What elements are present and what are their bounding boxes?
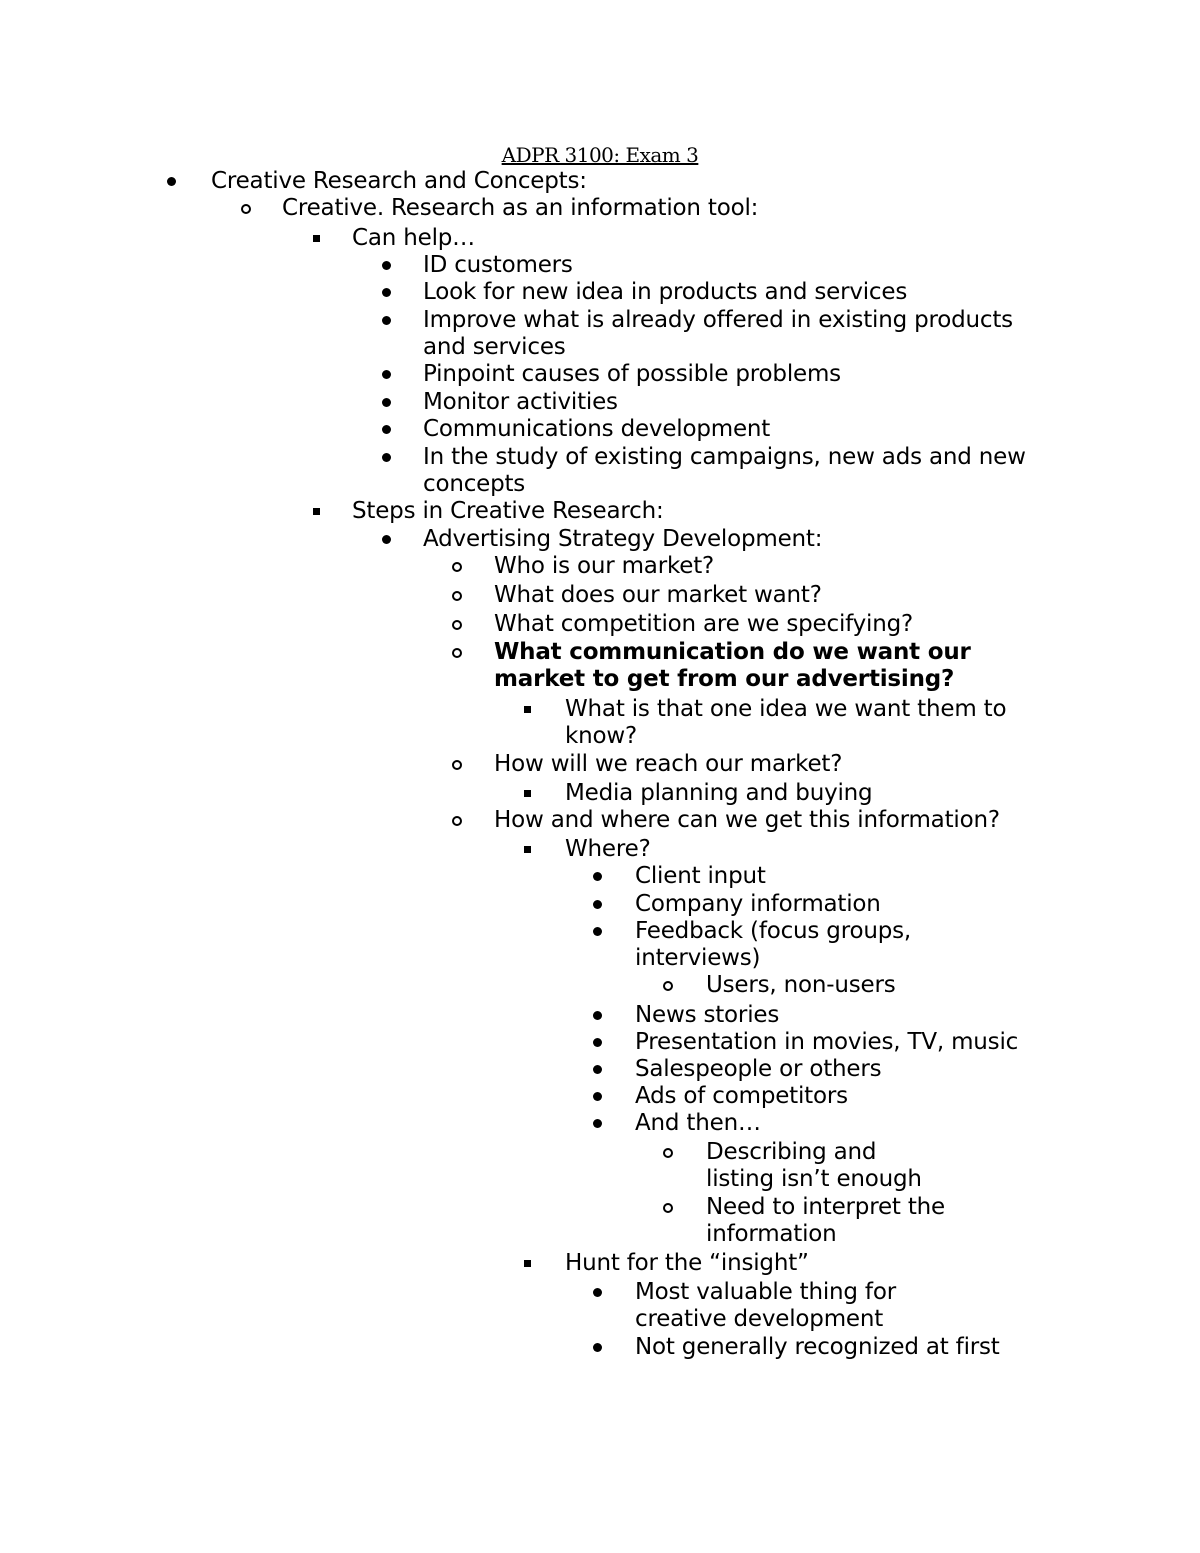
disc-bullet-icon xyxy=(589,1029,605,1056)
list-item-text: Look for new idea in products and services xyxy=(423,279,908,305)
disc-bullet-icon xyxy=(378,416,394,443)
disc-bullet-icon xyxy=(378,389,394,416)
square-bullet-icon xyxy=(308,225,324,252)
list-item-text: What communication do we want our market to get from our advertising? xyxy=(494,639,971,693)
document-title: ADPR 3100: Exam 3 xyxy=(501,143,699,167)
list-item-text: Client input xyxy=(635,863,766,889)
disc-bullet-icon xyxy=(589,1334,605,1361)
circle-bullet-icon xyxy=(449,582,465,609)
list-item-text: Users, non-users xyxy=(706,972,896,998)
list-item-text: Describing and listing isn’t enough xyxy=(706,1139,922,1193)
disc-bullet-icon xyxy=(589,1110,605,1137)
disc-bullet-icon xyxy=(589,1083,605,1110)
list-item-text: How and where can we get this information? xyxy=(494,807,1000,833)
list-item-text: Who is our market? xyxy=(494,553,715,579)
circle-bullet-icon xyxy=(660,1194,676,1221)
list-item-text: Feedback (focus groups, interviews) xyxy=(635,918,911,972)
list-item-text: Not generally recognized at first xyxy=(635,1334,1000,1360)
square-bullet-icon xyxy=(519,1250,535,1277)
list-item-text: Pinpoint causes of possible problems xyxy=(423,361,841,387)
list-item-text: Salespeople or others xyxy=(635,1056,882,1082)
circle-bullet-icon xyxy=(449,807,465,834)
list-item-text: Monitor activities xyxy=(423,389,618,415)
disc-bullet-icon xyxy=(589,1056,605,1083)
list-item-text: Hunt for the “insight” xyxy=(565,1250,809,1276)
circle-bullet-icon xyxy=(660,1139,676,1166)
list-item-text: Ads of competitors xyxy=(635,1083,848,1109)
list-item-text: Can help… xyxy=(352,225,475,251)
disc-bullet-icon xyxy=(378,361,394,388)
list-item-text: What is that one idea we want them to know? xyxy=(565,696,1007,750)
disc-bullet-icon xyxy=(163,168,179,195)
disc-bullet-icon xyxy=(378,307,394,334)
list-item-text: Company information xyxy=(635,891,881,917)
list-item-text: Media planning and buying xyxy=(565,780,873,806)
list-item-text: And then… xyxy=(635,1110,761,1136)
circle-bullet-icon xyxy=(449,553,465,580)
list-item-text: Need to interpret the information xyxy=(706,1194,945,1248)
list-item-text: Creative. Research as an information tool: xyxy=(282,195,759,221)
list-item-text: What does our market want? xyxy=(494,582,822,608)
circle-bullet-icon xyxy=(449,751,465,778)
disc-bullet-icon xyxy=(378,526,394,553)
list-item-text: News stories xyxy=(635,1002,780,1028)
disc-bullet-icon xyxy=(589,891,605,918)
list-item-text: Where? xyxy=(565,836,651,862)
circle-bullet-icon xyxy=(238,195,254,222)
disc-bullet-icon xyxy=(378,252,394,279)
list-item-text: Creative Research and Concepts: xyxy=(211,168,587,194)
circle-bullet-icon xyxy=(660,972,676,999)
list-item-text: Presentation in movies, TV, music xyxy=(635,1029,1019,1055)
disc-bullet-icon xyxy=(589,1002,605,1029)
square-bullet-icon xyxy=(519,836,535,863)
disc-bullet-icon xyxy=(378,444,394,471)
disc-bullet-icon xyxy=(589,1279,605,1306)
list-item-text: ID customers xyxy=(423,252,573,278)
circle-bullet-icon xyxy=(449,611,465,638)
list-item-text: Steps in Creative Research: xyxy=(352,498,664,524)
list-item-text: How will we reach our market? xyxy=(494,751,843,777)
circle-bullet-icon xyxy=(449,639,465,666)
square-bullet-icon xyxy=(519,780,535,807)
list-item-text: Advertising Strategy Development: xyxy=(423,526,823,552)
list-item-text: Most valuable thing for creative development xyxy=(635,1279,896,1333)
disc-bullet-icon xyxy=(589,918,605,945)
square-bullet-icon xyxy=(308,498,324,525)
list-item-text: Communications development xyxy=(423,416,771,442)
list-item-text: Improve what is already offered in existing products and services xyxy=(423,307,1013,361)
list-item-text: In the study of existing campaigns, new ads and new concepts xyxy=(423,444,1026,498)
square-bullet-icon xyxy=(519,696,535,723)
disc-bullet-icon xyxy=(378,279,394,306)
list-item-text: What competition are we specifying? xyxy=(494,611,914,637)
disc-bullet-icon xyxy=(589,863,605,890)
